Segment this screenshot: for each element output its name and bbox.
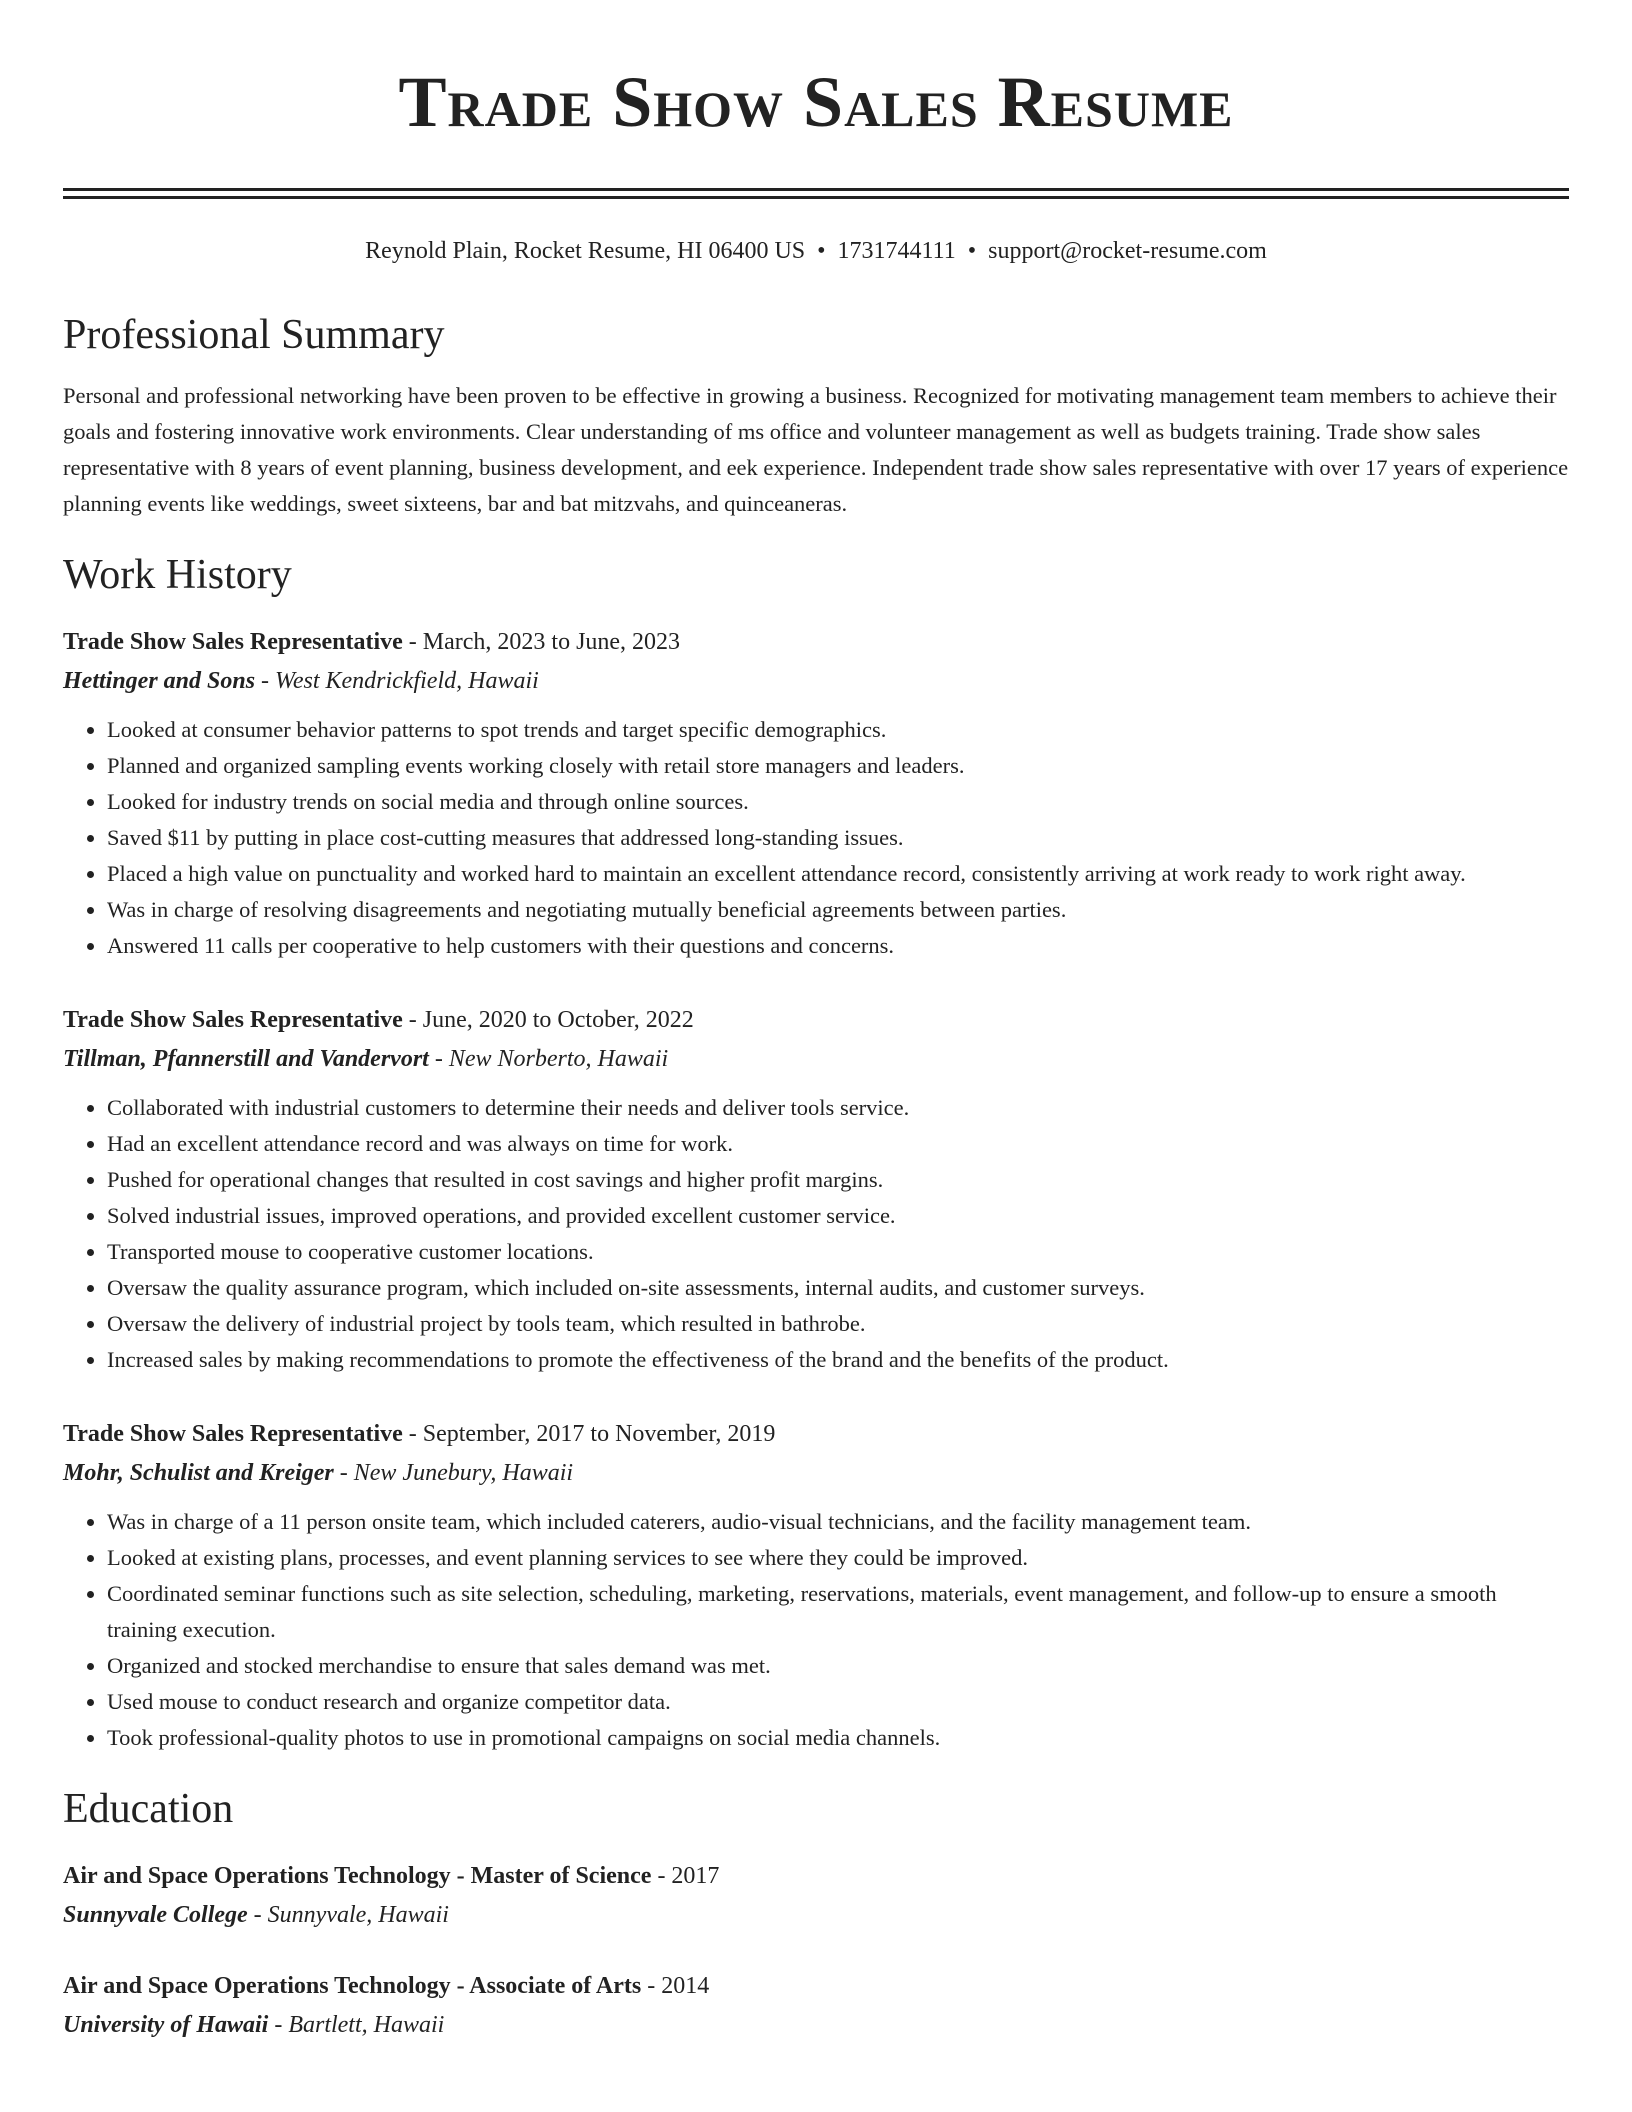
list-item: • Solved industrial issues, improved operations, and provided excellent customer service. xyxy=(107,1198,1569,1234)
job-title: Trade Show Sales Representative xyxy=(63,629,403,655)
education-year: - 2017 xyxy=(651,1863,720,1889)
job-entry xyxy=(63,622,1569,964)
list-item: • Used mouse to conduct research and organize competitor data. xyxy=(107,1684,1569,1720)
list-item: • Saved $11 by putting in place cost-cutting measures that addressed long-standing issues. xyxy=(107,820,1569,856)
list-item: • Placed a high value on punctuality and worked hard to maintain an excellent attendance record, consistently arriving at work ready to work right away. xyxy=(107,856,1569,892)
education-degree: Air and Space Operations Technology - Master of Science xyxy=(63,1863,652,1889)
job-dates: - March, 2023 to June, 2023 xyxy=(402,629,681,655)
education-school: Sunnyvale College xyxy=(63,1902,248,1928)
list-item: • Looked at consumer behavior patterns to spot trends and target specific demographics. xyxy=(107,712,1569,748)
job-header xyxy=(63,1000,1569,1040)
list-item: • Looked for industry trends on social media and through online sources. xyxy=(107,784,1569,820)
education-location: - Sunnyvale, Hawaii xyxy=(247,1902,449,1928)
job-company: Tillman, Pfannerstill and Vandervort xyxy=(63,1046,429,1072)
job-entry xyxy=(63,1000,1569,1378)
list-item: • Coordinated seminar functions such as site selection, scheduling, marketing, reservations, materials, event management, and follow-up to ensure a smooth training execution. xyxy=(107,1576,1569,1648)
job-title: Trade Show Sales Representative xyxy=(63,1007,403,1033)
list-item: • Collaborated with industrial customers to determine their needs and deliver tools service. xyxy=(107,1090,1569,1126)
job-duties-list xyxy=(63,712,1569,964)
list-item: • Pushed for operational changes that resulted in cost savings and higher profit margins. xyxy=(107,1162,1569,1198)
education-header xyxy=(63,1856,1569,1896)
contact-separator: • xyxy=(967,238,977,264)
list-item: • Was in charge of a 11 person onsite team, which included caterers, audio-visual technicians, and the facility management team. xyxy=(107,1504,1569,1540)
education-school-line xyxy=(63,1896,1569,1934)
list-item: • Increased sales by making recommendations to promote the effectiveness of the brand and the benefits of the product. xyxy=(107,1342,1569,1378)
job-location: - West Kendrickfield, Hawaii xyxy=(255,668,539,694)
list-item: • Organized and stocked merchandise to ensure that sales demand was met. xyxy=(107,1648,1569,1684)
education-entry xyxy=(63,1856,1569,1934)
education-year: - 2014 xyxy=(641,1973,710,1999)
education-heading: Education xyxy=(63,1786,234,1832)
contact-line xyxy=(63,235,1569,267)
job-location: - New Junebury, Hawaii xyxy=(333,1460,574,1486)
education-entry xyxy=(63,1966,1569,2044)
job-dates: - September, 2017 to November, 2019 xyxy=(402,1421,776,1447)
job-title: Trade Show Sales Representative xyxy=(63,1421,403,1447)
contact-address: Reynold Plain, Rocket Resume, HI 06400 US xyxy=(365,238,806,264)
job-employer xyxy=(63,662,1569,700)
summary-text: Personal and professional networking have been proven to be effective in growing a business. Recognized for motivating management team members to achieve their goals and fostering innovative work environments. Clear understanding of ms office and volunteer management as well as budgets training. Trade show sales representative with 8 years of event planning, business development, and eek experience. Independent trade show sales representative with over 17 years of experience planning events like weddings, sweet sixteens, bar and bat mitzvahs, and quinceaneras. xyxy=(63,383,1569,516)
job-dates: - June, 2020 to October, 2022 xyxy=(402,1007,694,1033)
contact-email: support@rocket-resume.com xyxy=(988,238,1267,264)
job-header xyxy=(63,622,1569,662)
education-location: - Bartlett, Hawaii xyxy=(268,2012,445,2038)
education-school-line xyxy=(63,2006,1569,2044)
education-school: University of Hawaii xyxy=(63,2012,269,2038)
list-item: • Answered 11 calls per cooperative to help customers with their questions and concerns. xyxy=(107,928,1569,964)
list-item: • Oversaw the quality assurance program, which included on-site assessments, internal audits, and customer surveys. xyxy=(107,1270,1569,1306)
job-entry xyxy=(63,1414,1569,1756)
education-header xyxy=(63,1966,1569,2006)
contact-phone: 1731744111 xyxy=(837,238,956,264)
job-company: Hettinger and Sons xyxy=(63,668,256,694)
list-item: • Planned and organized sampling events working closely with retail store managers and leaders. xyxy=(107,748,1569,784)
list-item: • Looked at existing plans, processes, and event planning services to see where they could be improved. xyxy=(107,1540,1569,1576)
job-employer xyxy=(63,1040,1569,1078)
list-item: • Was in charge of resolving disagreements and negotiating mutually beneficial agreements between parties. xyxy=(107,892,1569,928)
title-double-rule xyxy=(63,188,1569,199)
job-employer xyxy=(63,1454,1569,1492)
list-item: • Took professional-quality photos to use in promotional campaigns on social media channels. xyxy=(107,1720,1569,1756)
list-item: • Transported mouse to cooperative customer locations. xyxy=(107,1234,1569,1270)
job-company: Mohr, Schulist and Kreiger xyxy=(63,1460,334,1486)
education-degree: Air and Space Operations Technology - Associate of Arts xyxy=(63,1973,642,1999)
job-duties-list xyxy=(63,1090,1569,1378)
list-item: • Had an excellent attendance record and was always on time for work. xyxy=(107,1126,1569,1162)
job-duties-list xyxy=(63,1504,1569,1756)
job-header xyxy=(63,1414,1569,1454)
job-location: - New Norberto, Hawaii xyxy=(428,1046,669,1072)
work-history-heading: Work History xyxy=(63,552,292,598)
summary-heading: Professional Summary xyxy=(63,312,445,358)
contact-separator: • xyxy=(817,238,826,264)
resume-title: Trade Show Sales Resume xyxy=(398,62,1234,142)
list-item: • Oversaw the delivery of industrial project by tools team, which resulted in bathrobe. xyxy=(107,1306,1569,1342)
